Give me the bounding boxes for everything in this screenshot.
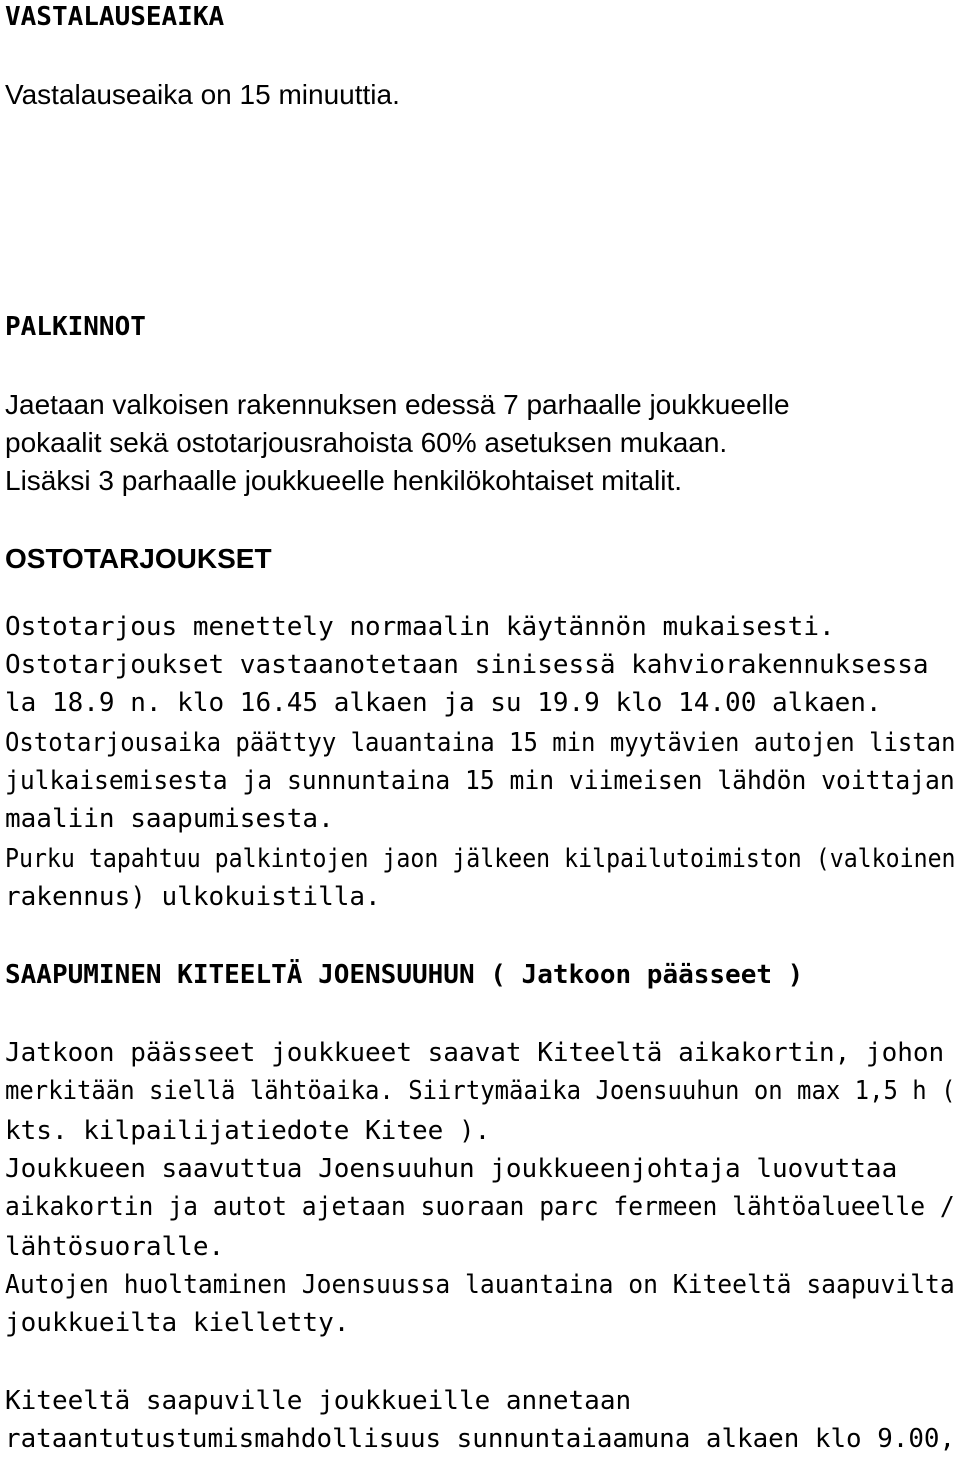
heading-palkinnot: PALKINNOT bbox=[5, 312, 146, 342]
paragraph-line: rataantutustumismahdollisuus sunnuntaiaamuna alkaen klo 9.00, bbox=[5, 1424, 956, 1454]
heading-vastalauseaika: VASTALAUSEAIKA bbox=[5, 2, 225, 32]
paragraph-line: julkaisemisesta ja sunnuntaina 15 min viimeisen lähdön voittajan bbox=[5, 766, 955, 796]
paragraph-line: Purku tapahtuu palkintojen jaon jälkeen kilpailutoimiston (valkoinen bbox=[5, 844, 956, 874]
paragraph-line: rakennus) ulkokuistilla. bbox=[5, 882, 381, 912]
paragraph-line: la 18.9 n. klo 16.45 alkaen ja su 19.9 klo 14.00 alkaen. bbox=[5, 688, 882, 718]
paragraph-line: Ostotarjous menettely normaalin käytännön mukaisesti. bbox=[5, 612, 835, 642]
paragraph-line: Autojen huoltaminen Joensuussa lauantaina on Kiteeltä saapuvilta bbox=[5, 1270, 955, 1300]
paragraph-line: kts. kilpailijatiedote Kitee ). bbox=[5, 1116, 491, 1146]
heading-ostotarjoukset: OSTOTARJOUKSET bbox=[5, 543, 272, 574]
paragraph-line: joukkueilta kielletty. bbox=[5, 1308, 350, 1338]
paragraph-line: merkitään siellä lähtöaika. Siirtymäaika Joensuuhun on max 1,5 h ( bbox=[5, 1076, 956, 1106]
paragraph-line: Jaetaan valkoisen rakennuksen edessä 7 parhaalle joukkueelle bbox=[5, 389, 790, 420]
paragraph-line: lähtösuoralle. bbox=[5, 1232, 225, 1262]
paragraph-line: aikakortin ja autot ajetaan suoraan parc fermeen lähtöalueelle / bbox=[5, 1192, 955, 1222]
paragraph-line: Ostotarjousaika päättyy lauantaina 15 min myytävien autojen listan bbox=[5, 728, 956, 758]
paragraph-line: Kiteeltä saapuville joukkueille annetaan bbox=[5, 1386, 632, 1416]
paragraph-line: Vastalauseaika on 15 minuuttia. bbox=[5, 79, 400, 110]
paragraph-line: pokaalit sekä ostotarjousrahoista 60% asetuksen mukaan. bbox=[5, 427, 728, 458]
paragraph-line: Jatkoon päässeet joukkueet saavat Kiteeltä aikakortin, johon bbox=[5, 1038, 945, 1068]
heading-saapuminen: SAAPUMINEN KITEELTÄ JOENSUUHUN ( Jatkoon päässeet ) bbox=[5, 960, 804, 990]
paragraph-line: Joukkueen saavuttua Joensuuhun joukkueenjohtaja luovuttaa bbox=[5, 1154, 898, 1184]
paragraph-line: maaliin saapumisesta. bbox=[5, 804, 334, 834]
paragraph-line: Ostotarjoukset vastaanotetaan sinisessä kahviorakennuksessa bbox=[5, 650, 929, 680]
paragraph-line: Lisäksi 3 parhaalle joukkueelle henkilökohtaiset mitalit. bbox=[5, 465, 683, 496]
